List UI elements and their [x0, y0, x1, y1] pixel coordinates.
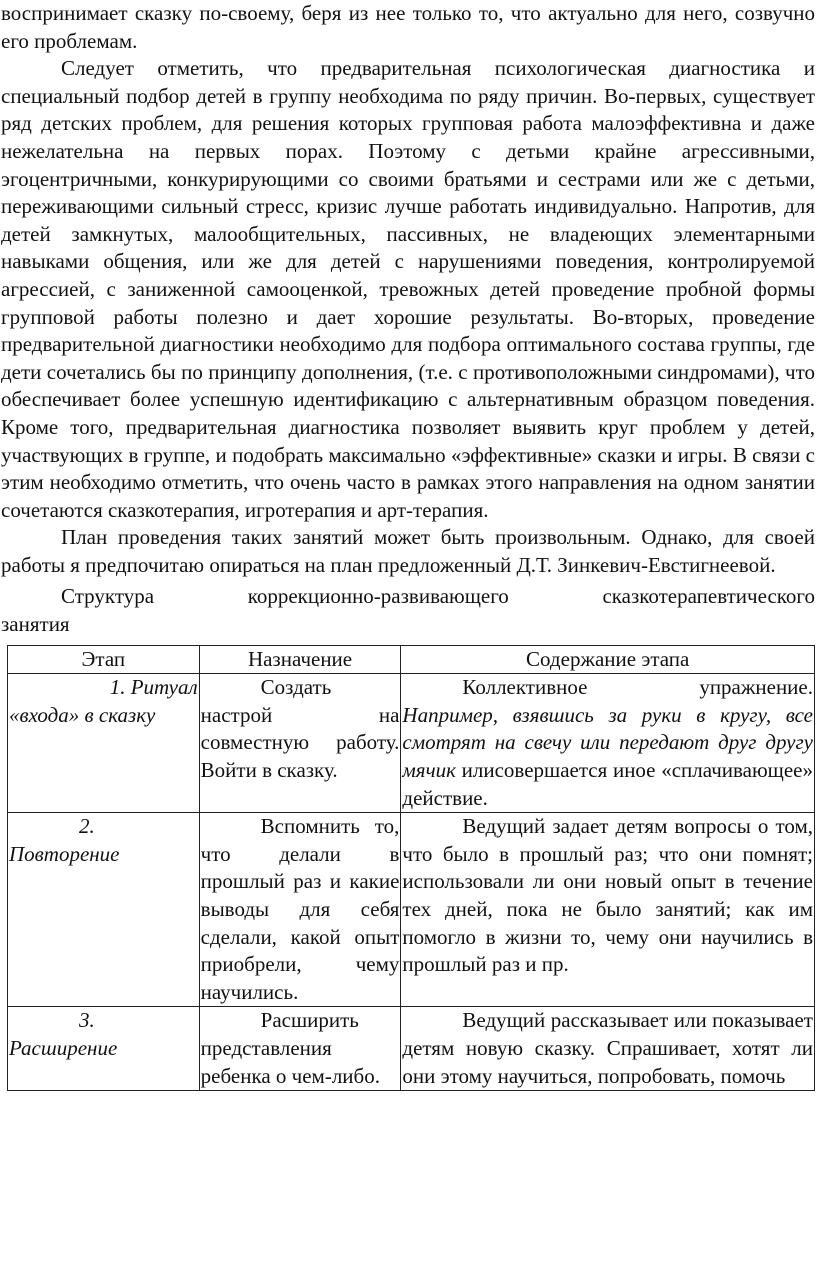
table-row: [8, 674, 815, 813]
table-row: [8, 1007, 815, 1091]
table-row: [8, 813, 815, 1007]
content-tail: илисовершается иное «сплачивающее» действие.: [402, 758, 813, 810]
paragraph-plan: План проведения таких занятий может быть произвольным. Однако, для своей работы я предпочитаю опираться на план предложенный Д.Т. Зинкевич-Евстигнеевой.: [1, 525, 815, 577]
content-lead: Коллективное упражнение.: [462, 675, 813, 700]
purpose-cell: [199, 813, 401, 1007]
paragraph-diagnostics: Следует отметить, что предварительная психологическая диагностика и специальный подбор детей в группу необходима по ряду причин. Во-первых, существует ряд детских проблем, для решения которых групповая работа малоэффективна и даже нежелательна на первых порах. Поэтому с детьми крайне агрессивными, эгоцентричными, конкурирующими со своими братьями и сестрами или же с детьми, переживающими сильный стресс, кризис лучше работать индивидуально. Напротив, для детей замкнутых, малообщительных, пассивных, не владеющих элементарными навыками общения, или же для детей с нарушениями поведения, контролируемой агрессией, с заниженной самооценкой, тревожных детей проведение пробной формы групповой работы полезно и дает хорошие результаты. Во-вторых, проведение предварительной диагностики необходимо для подбора оптимального состава группы, где дети сочетались бы по принципу дополнения, (т.е. с противоположными синдромами), что обеспечивает более успешную идентификацию с альтернативным образцом поведения. Кроме того, предварительная диагностика позволяет выявить круг проблем у детей, участвующих в группе, и подобрать максимально «эффективные» сказки и игры. В связи с этим необходимо отметить, что очень часто в рамках этого направления на одном занятии сочетаются сказкотерапия, игротерапия и арт-терапия.: [1, 56, 815, 522]
purpose-cell: [199, 674, 401, 813]
paragraph-continuation: воспринимает сказку по-своему, беря из нее только то, что актуально для него, созвучно его проблемам.: [1, 1, 815, 53]
stage-number: 2.: [79, 814, 95, 839]
content-cell: [401, 674, 815, 813]
content-example: Например, взявшись за руки в кругу, все смотрят на свечу или передают друг другу мячик: [402, 702, 813, 783]
stage-name: Расширение: [9, 1035, 118, 1060]
header-purpose: Назначение: [199, 645, 401, 674]
stage-name: «входа» в сказку: [9, 702, 156, 727]
content-cell: [401, 1007, 815, 1091]
purpose-text: Расширить представления ребенка о чем-либо.: [200, 1008, 380, 1088]
stage-number: 3.: [79, 1008, 95, 1033]
stage-cell: [8, 1007, 200, 1091]
session-structure-table: [7, 645, 815, 1092]
content-cell: [401, 813, 815, 1007]
content-lead: Ведущий задает детям вопросы о том, что было в прошлый раз; что они помнят; использовали ли они новый опыт в течение тех дней, пока не было занятий; как им помогло в жизни то, чему они научились в прошлый раз и пр.: [402, 814, 813, 977]
table-caption: Структура коррекционно-развивающего сказкотерапевтического: [61, 584, 815, 609]
content-lead: Ведущий рассказывает или показывает детям новую сказку. Спрашивает, хотят ли они этому научиться, попробовать, помочь: [402, 1008, 813, 1088]
table-caption-continued: занятия: [1, 612, 70, 637]
stage-name: Повторение: [9, 841, 120, 866]
header-stage: Этап: [8, 645, 200, 674]
table-header-row: [8, 645, 815, 674]
purpose-text: Создать настрой на совместную работу. Войти в сказку.: [200, 675, 400, 783]
purpose-text: Вспомнить то, что делали в прошлый раз и какие выводы для себя сделали, какой опыт приобрели, чему научились.: [200, 814, 400, 1004]
stage-cell: [8, 674, 200, 813]
header-content: Содержание этапа: [401, 645, 815, 674]
purpose-cell: [199, 1007, 401, 1091]
stage-cell: [8, 813, 200, 1007]
stage-number: 1. Ритуал: [109, 675, 198, 700]
